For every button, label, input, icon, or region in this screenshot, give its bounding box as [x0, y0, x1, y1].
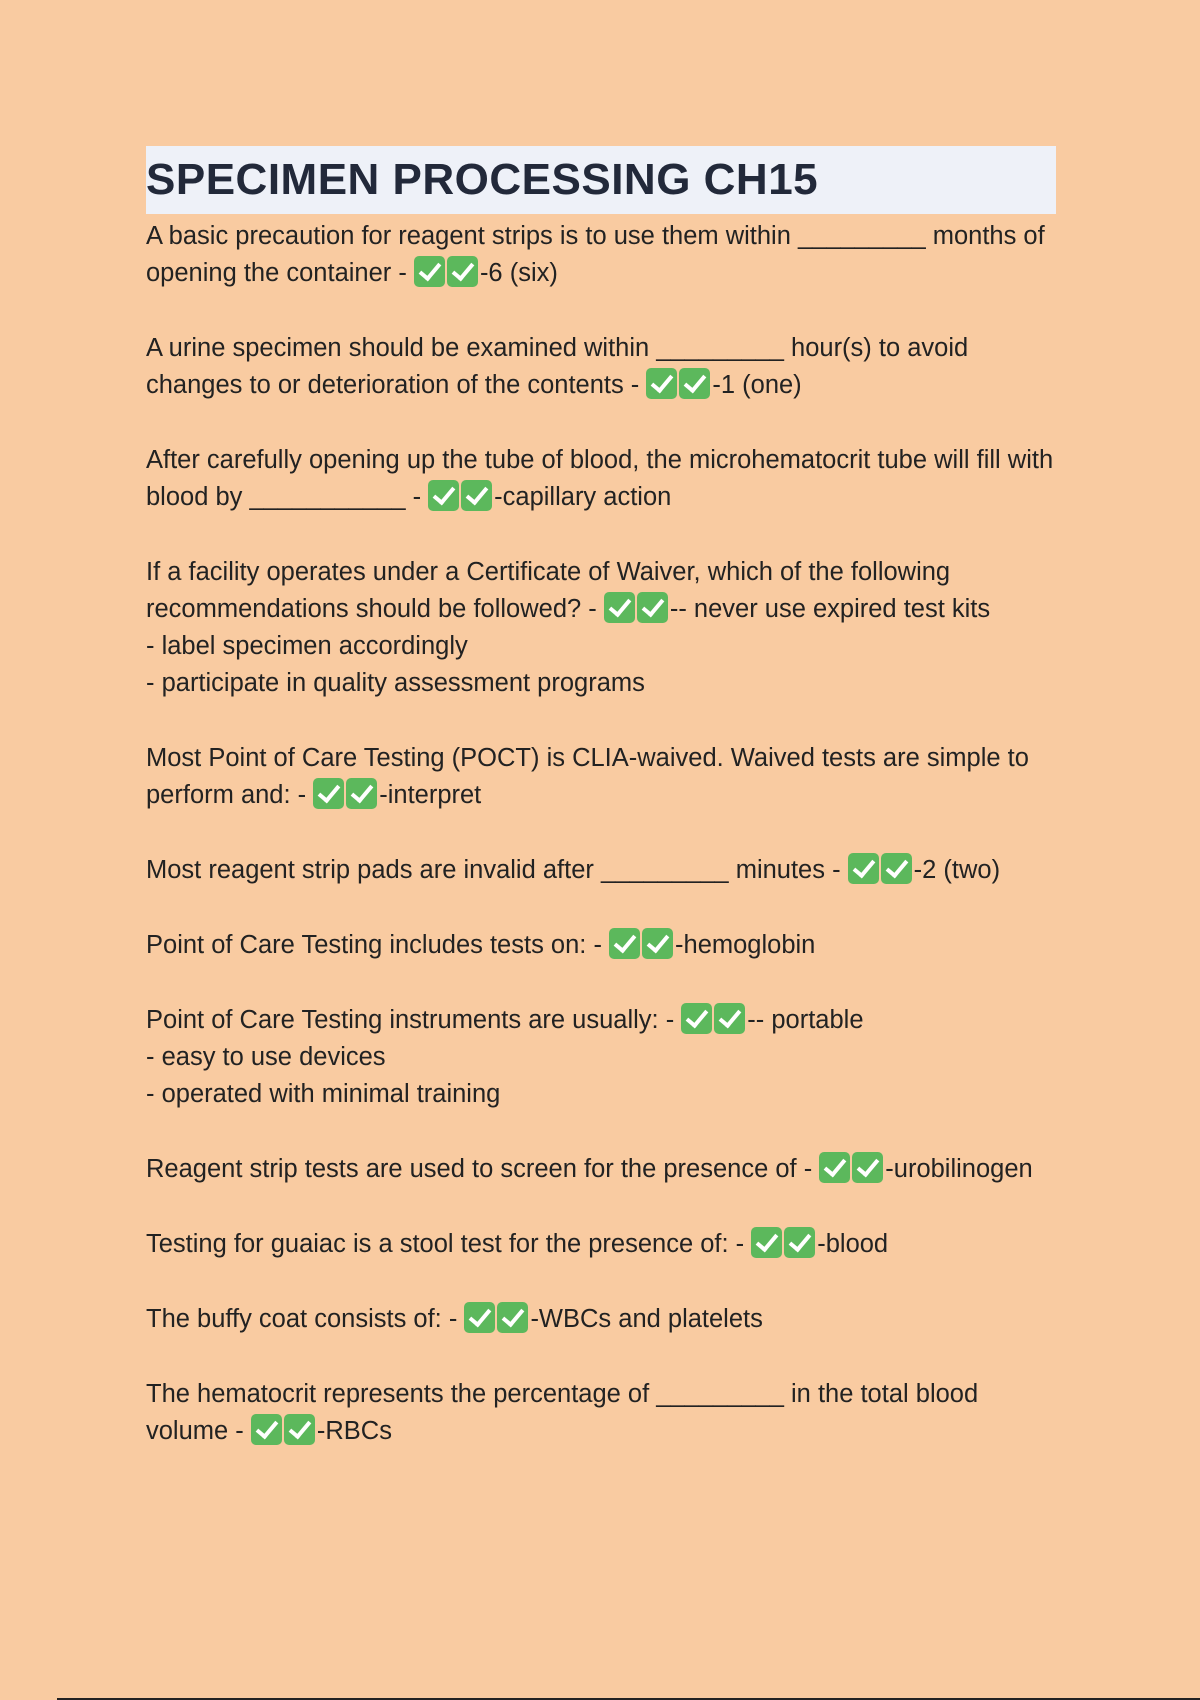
qa-item — [146, 1151, 1056, 1188]
answer-line: - easy to use devices — [146, 1043, 386, 1071]
answer-text: -capillary action — [494, 483, 672, 511]
question-text: The buffy coat consists of: - — [146, 1305, 465, 1333]
check-mark-icon — [848, 853, 879, 884]
check-mark-icon — [447, 256, 478, 287]
answer-text: -hemoglobin — [675, 931, 816, 959]
check-mark-icon — [637, 592, 668, 623]
check-mark-icon — [642, 928, 673, 959]
check-mark-icon — [414, 256, 445, 287]
qa-item — [146, 927, 1056, 964]
document-page — [146, 146, 1056, 1488]
question-text: After carefully opening up the tube of blood, the microhematocrit tube will fill with blood by ___________ - — [146, 446, 1054, 511]
answer-text: -RBCs — [316, 1417, 392, 1445]
check-mark-icon — [284, 1414, 315, 1445]
qa-item — [146, 1376, 1056, 1450]
answer-checks — [313, 781, 481, 809]
answer-text: -WBCs and platelets — [530, 1305, 763, 1333]
question-text: The hematocrit represents the percentage of _________ in the total blood volume - — [146, 1380, 979, 1445]
answer-checks — [464, 1305, 762, 1333]
check-mark-icon — [609, 928, 640, 959]
answer-line: - label specimen accordingly — [146, 632, 468, 660]
question-text: Reagent strip tests are used to screen for the presence of - — [146, 1155, 820, 1183]
answer-checks — [414, 259, 558, 287]
answer-checks — [751, 1230, 888, 1258]
answer-checks — [848, 856, 1000, 884]
check-mark-icon — [819, 1152, 850, 1183]
qa-item — [146, 740, 1056, 814]
qa-item — [146, 1226, 1056, 1263]
check-mark-icon — [681, 1003, 712, 1034]
check-mark-icon — [784, 1227, 815, 1258]
answer-line: - participate in quality assessment programs — [146, 669, 645, 697]
answer-checks — [681, 1006, 863, 1034]
check-mark-icon — [497, 1302, 528, 1333]
answer-text: -interpret — [379, 781, 482, 809]
answer-checks — [428, 483, 671, 511]
answer-line: - operated with minimal training — [146, 1080, 501, 1108]
answer-text: -blood — [817, 1230, 889, 1258]
qa-item — [146, 1002, 1056, 1113]
check-mark-icon — [346, 778, 377, 809]
check-mark-icon — [714, 1003, 745, 1034]
qa-list — [146, 218, 1056, 1450]
question-text: A urine specimen should be examined within _________ hour(s) to avoid changes to or deterioration of the contents - — [146, 334, 969, 399]
answer-text: -- portable — [747, 1006, 864, 1034]
answer-checks — [609, 931, 815, 959]
answer-text: -2 (two) — [913, 856, 1001, 884]
qa-item — [146, 330, 1056, 404]
check-mark-icon — [464, 1302, 495, 1333]
answer-text: -1 (one) — [712, 371, 802, 399]
check-mark-icon — [852, 1152, 883, 1183]
answer-checks — [251, 1417, 392, 1445]
qa-item — [146, 554, 1056, 702]
qa-item — [146, 218, 1056, 292]
check-mark-icon — [646, 368, 677, 399]
qa-item — [146, 1301, 1056, 1338]
question-text: Point of Care Testing includes tests on: - — [146, 931, 610, 959]
answer-text: -urobilinogen — [885, 1155, 1033, 1183]
answer-text: -6 (six) — [479, 259, 558, 287]
check-mark-icon — [461, 480, 492, 511]
qa-item — [146, 442, 1056, 516]
page-title: SPECIMEN PROCESSING CH15 — [146, 155, 819, 204]
check-mark-icon — [428, 480, 459, 511]
check-mark-icon — [881, 853, 912, 884]
question-text: Most reagent strip pads are invalid after _________ minutes - — [146, 856, 848, 884]
check-mark-icon — [313, 778, 344, 809]
answer-checks — [604, 595, 990, 623]
question-text: Point of Care Testing instruments are usually: - — [146, 1006, 682, 1034]
check-mark-icon — [751, 1227, 782, 1258]
check-mark-icon — [604, 592, 635, 623]
check-mark-icon — [679, 368, 710, 399]
answer-checks — [819, 1155, 1032, 1183]
question-text: A basic precaution for reagent strips is to use them within _________ months of opening the container - — [146, 222, 1045, 287]
check-mark-icon — [251, 1414, 282, 1445]
answer-text: -- never use expired test kits — [669, 595, 991, 623]
question-text: Most Point of Care Testing (POCT) is CLIA-waived. Waived tests are simple to perform and: - — [146, 744, 1029, 809]
qa-item — [146, 852, 1056, 889]
answer-checks — [646, 371, 801, 399]
question-text: If a facility operates under a Certificate of Waiver, which of the following recommendations should be followed? - — [146, 558, 951, 623]
question-text: Testing for guaiac is a stool test for the presence of: - — [146, 1230, 752, 1258]
title-bar — [146, 146, 1056, 214]
